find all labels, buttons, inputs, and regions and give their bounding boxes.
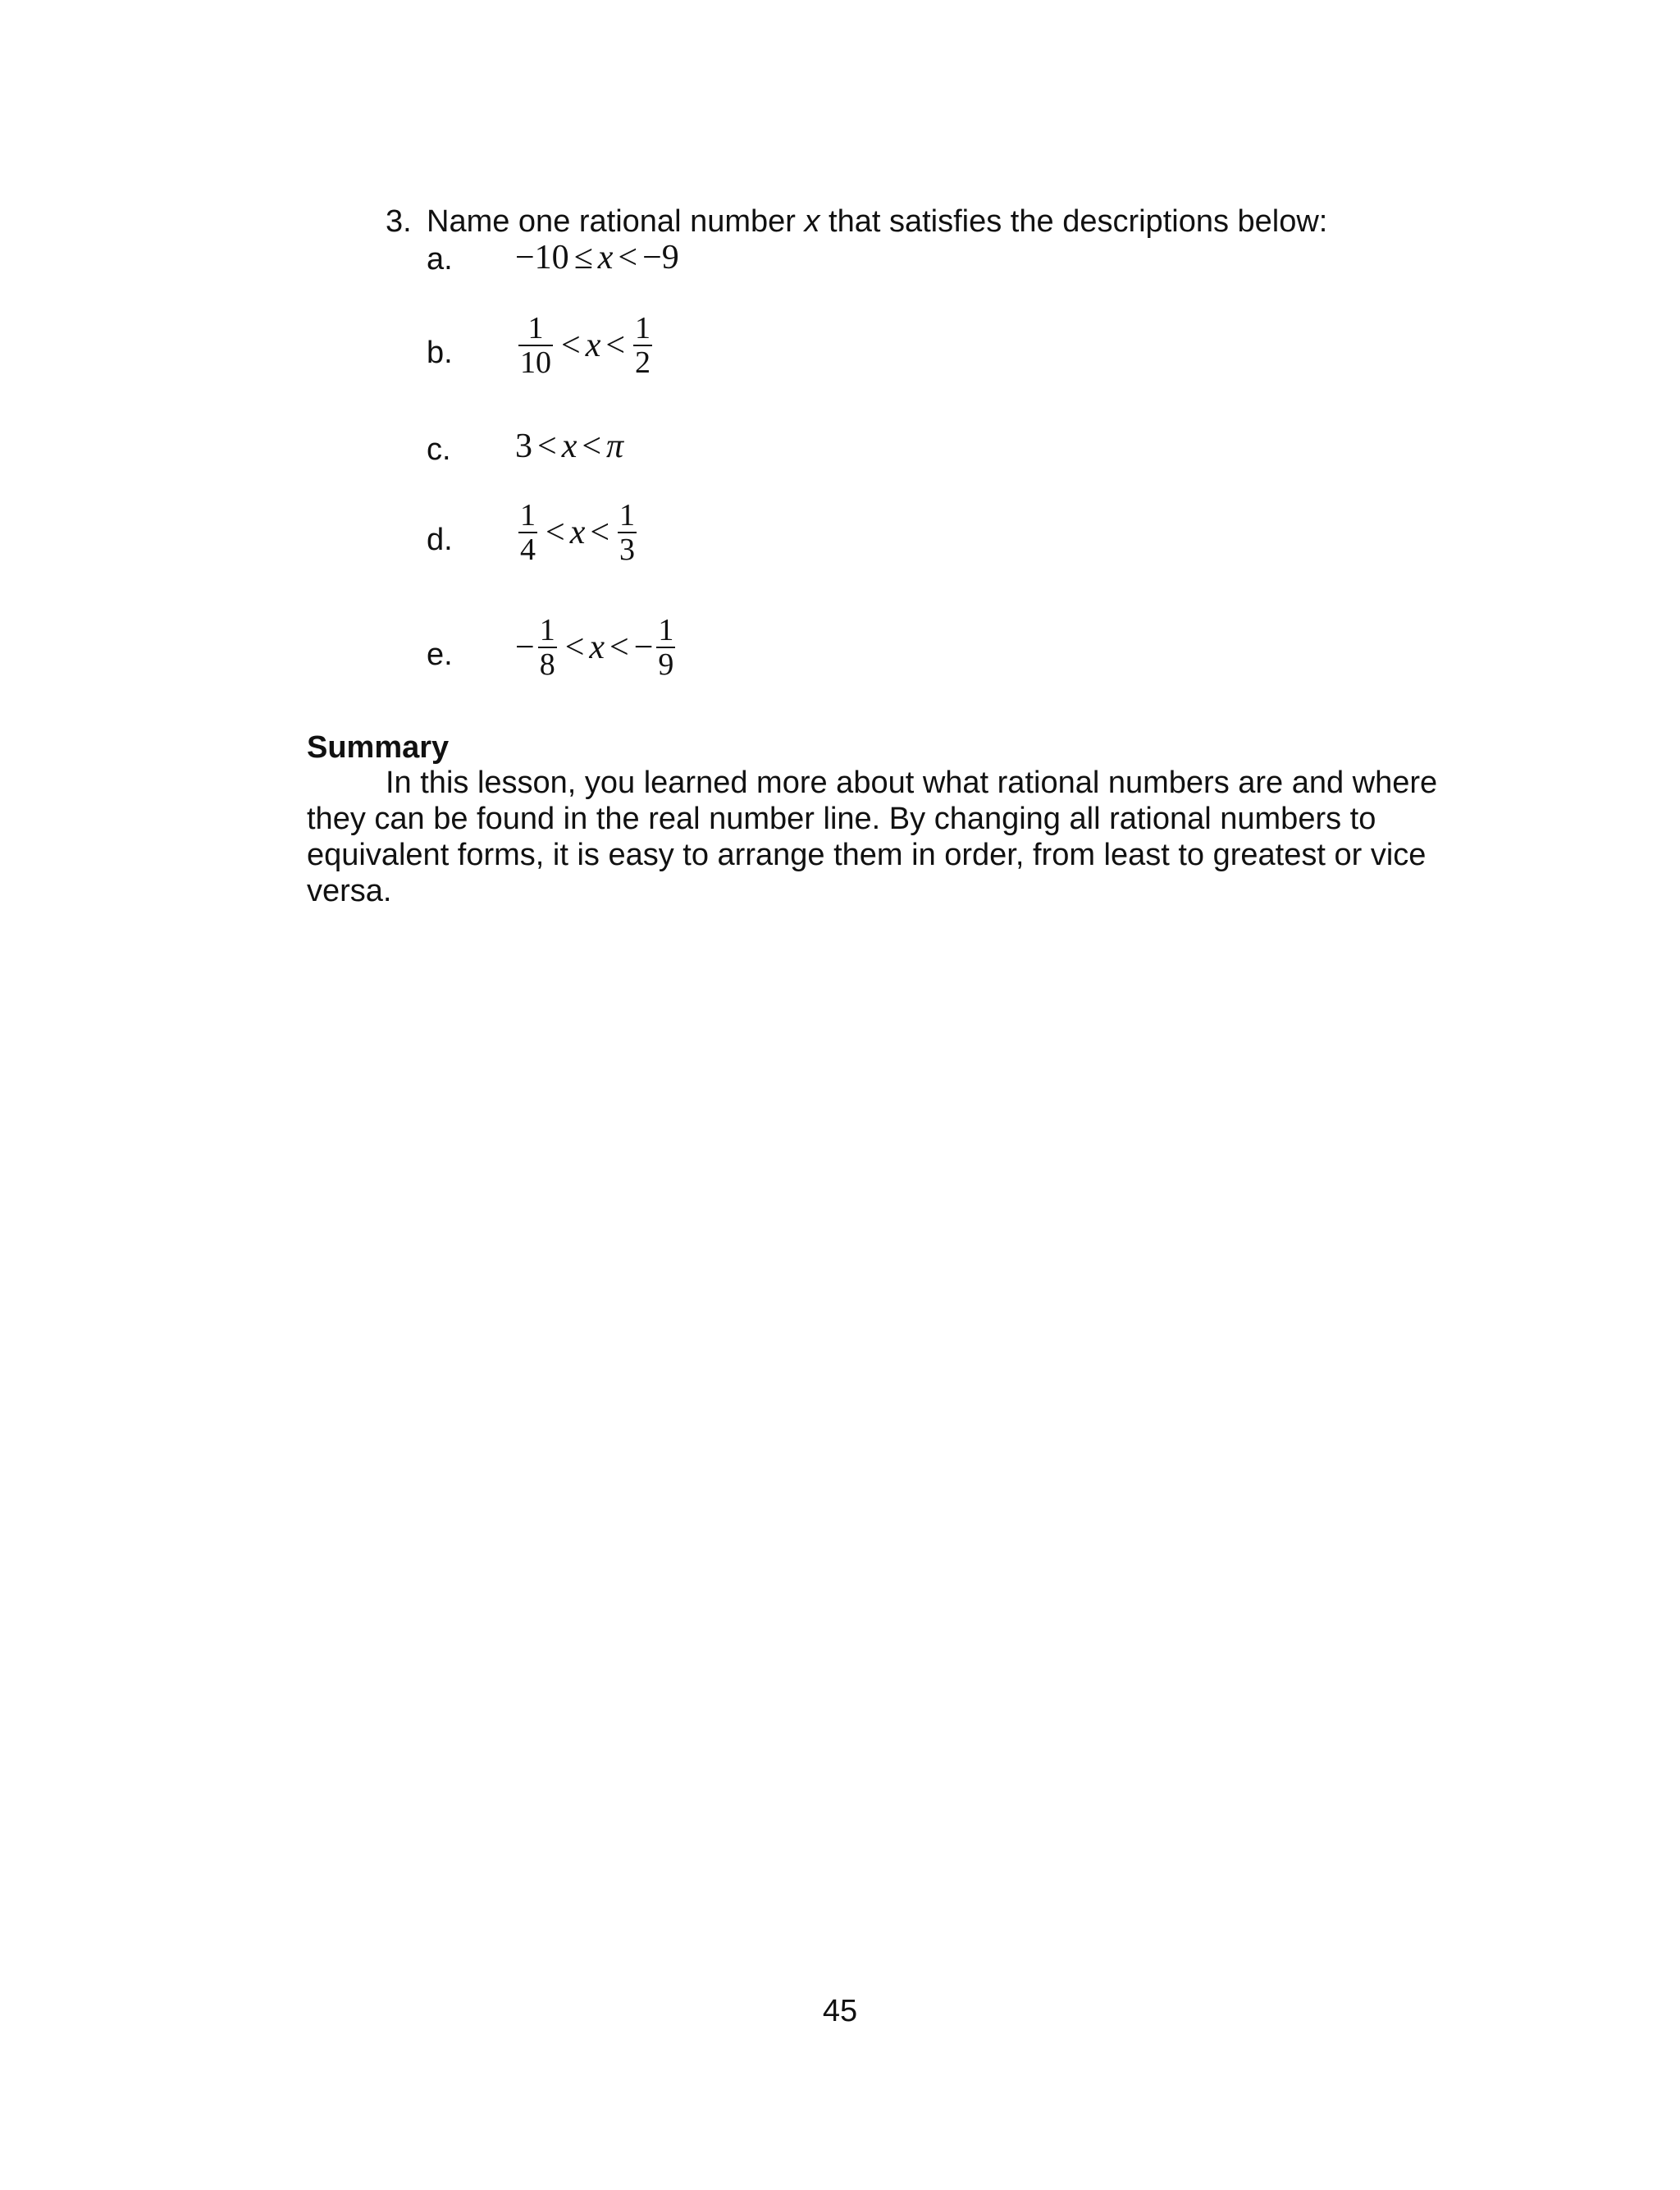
inequality-c xyxy=(515,427,623,466)
item-label: a. xyxy=(427,242,453,277)
item-label: d. xyxy=(427,523,453,557)
math-operator: < xyxy=(537,427,557,465)
question-variable: x xyxy=(804,204,820,239)
inequality-d xyxy=(515,499,640,566)
math-variable: x xyxy=(597,239,614,277)
math-operator: ≤ xyxy=(573,239,593,277)
numerator: 1 xyxy=(619,498,636,533)
math-operator: < xyxy=(561,327,581,364)
question-text-after: that satisfies the descriptions below: xyxy=(819,204,1328,239)
summary-paragraph: In this lesson, you learned more about what rational numbers are and where they can be found in the real number line. By changing all rational numbers to equivalent forms, it is easy to arrange them in order, from least to greatest or vice versa. xyxy=(307,766,1438,908)
numerator: 1 xyxy=(520,498,536,533)
numerator: 1 xyxy=(658,613,674,647)
inequality-e xyxy=(515,614,678,681)
math-term: −10 xyxy=(515,239,569,277)
math-variable: x xyxy=(589,629,605,666)
item-a xyxy=(427,240,919,322)
fraction xyxy=(518,312,553,379)
item-label: e. xyxy=(427,638,453,672)
fraction xyxy=(656,614,675,681)
numerator: 1 xyxy=(539,613,555,647)
math-term: 3 xyxy=(515,427,532,465)
fraction xyxy=(633,312,652,379)
item-d xyxy=(427,499,919,581)
summary-heading: Summary xyxy=(307,730,450,765)
denominator: 4 xyxy=(520,533,536,567)
question-number: 3. xyxy=(386,204,412,239)
denominator: 8 xyxy=(539,647,555,682)
numerator: 1 xyxy=(527,311,544,345)
question-text-before: Name one rational number xyxy=(427,204,805,239)
math-operator: < xyxy=(609,629,629,666)
math-constant-pi: π xyxy=(606,427,624,465)
item-e xyxy=(427,614,919,696)
item-c xyxy=(427,427,919,509)
fraction xyxy=(518,499,537,566)
fraction xyxy=(538,614,557,681)
math-operator: < xyxy=(590,514,610,551)
denominator: 9 xyxy=(658,647,674,682)
inequality-b xyxy=(515,312,655,379)
math-variable: x xyxy=(561,427,578,465)
denominator: 10 xyxy=(520,345,551,380)
math-operator: < xyxy=(564,629,585,666)
question-3 xyxy=(386,202,1327,241)
math-operator: < xyxy=(582,427,602,465)
math-variable: x xyxy=(585,327,601,364)
denominator: 3 xyxy=(619,533,636,567)
item-label: b. xyxy=(427,336,453,370)
numerator: 1 xyxy=(635,311,651,345)
math-operator: < xyxy=(546,514,565,551)
math-operator: < xyxy=(605,327,626,364)
math-term: −9 xyxy=(642,239,679,277)
math-variable: x xyxy=(569,514,586,551)
inequality-a xyxy=(515,238,679,277)
fraction xyxy=(618,499,637,566)
item-b xyxy=(427,312,919,394)
math-operator: < xyxy=(618,239,638,277)
item-label: c. xyxy=(427,432,451,467)
math-sign: − xyxy=(633,629,654,666)
math-sign: − xyxy=(515,629,535,666)
page-number: 45 xyxy=(822,1994,858,2028)
denominator: 2 xyxy=(635,345,651,380)
